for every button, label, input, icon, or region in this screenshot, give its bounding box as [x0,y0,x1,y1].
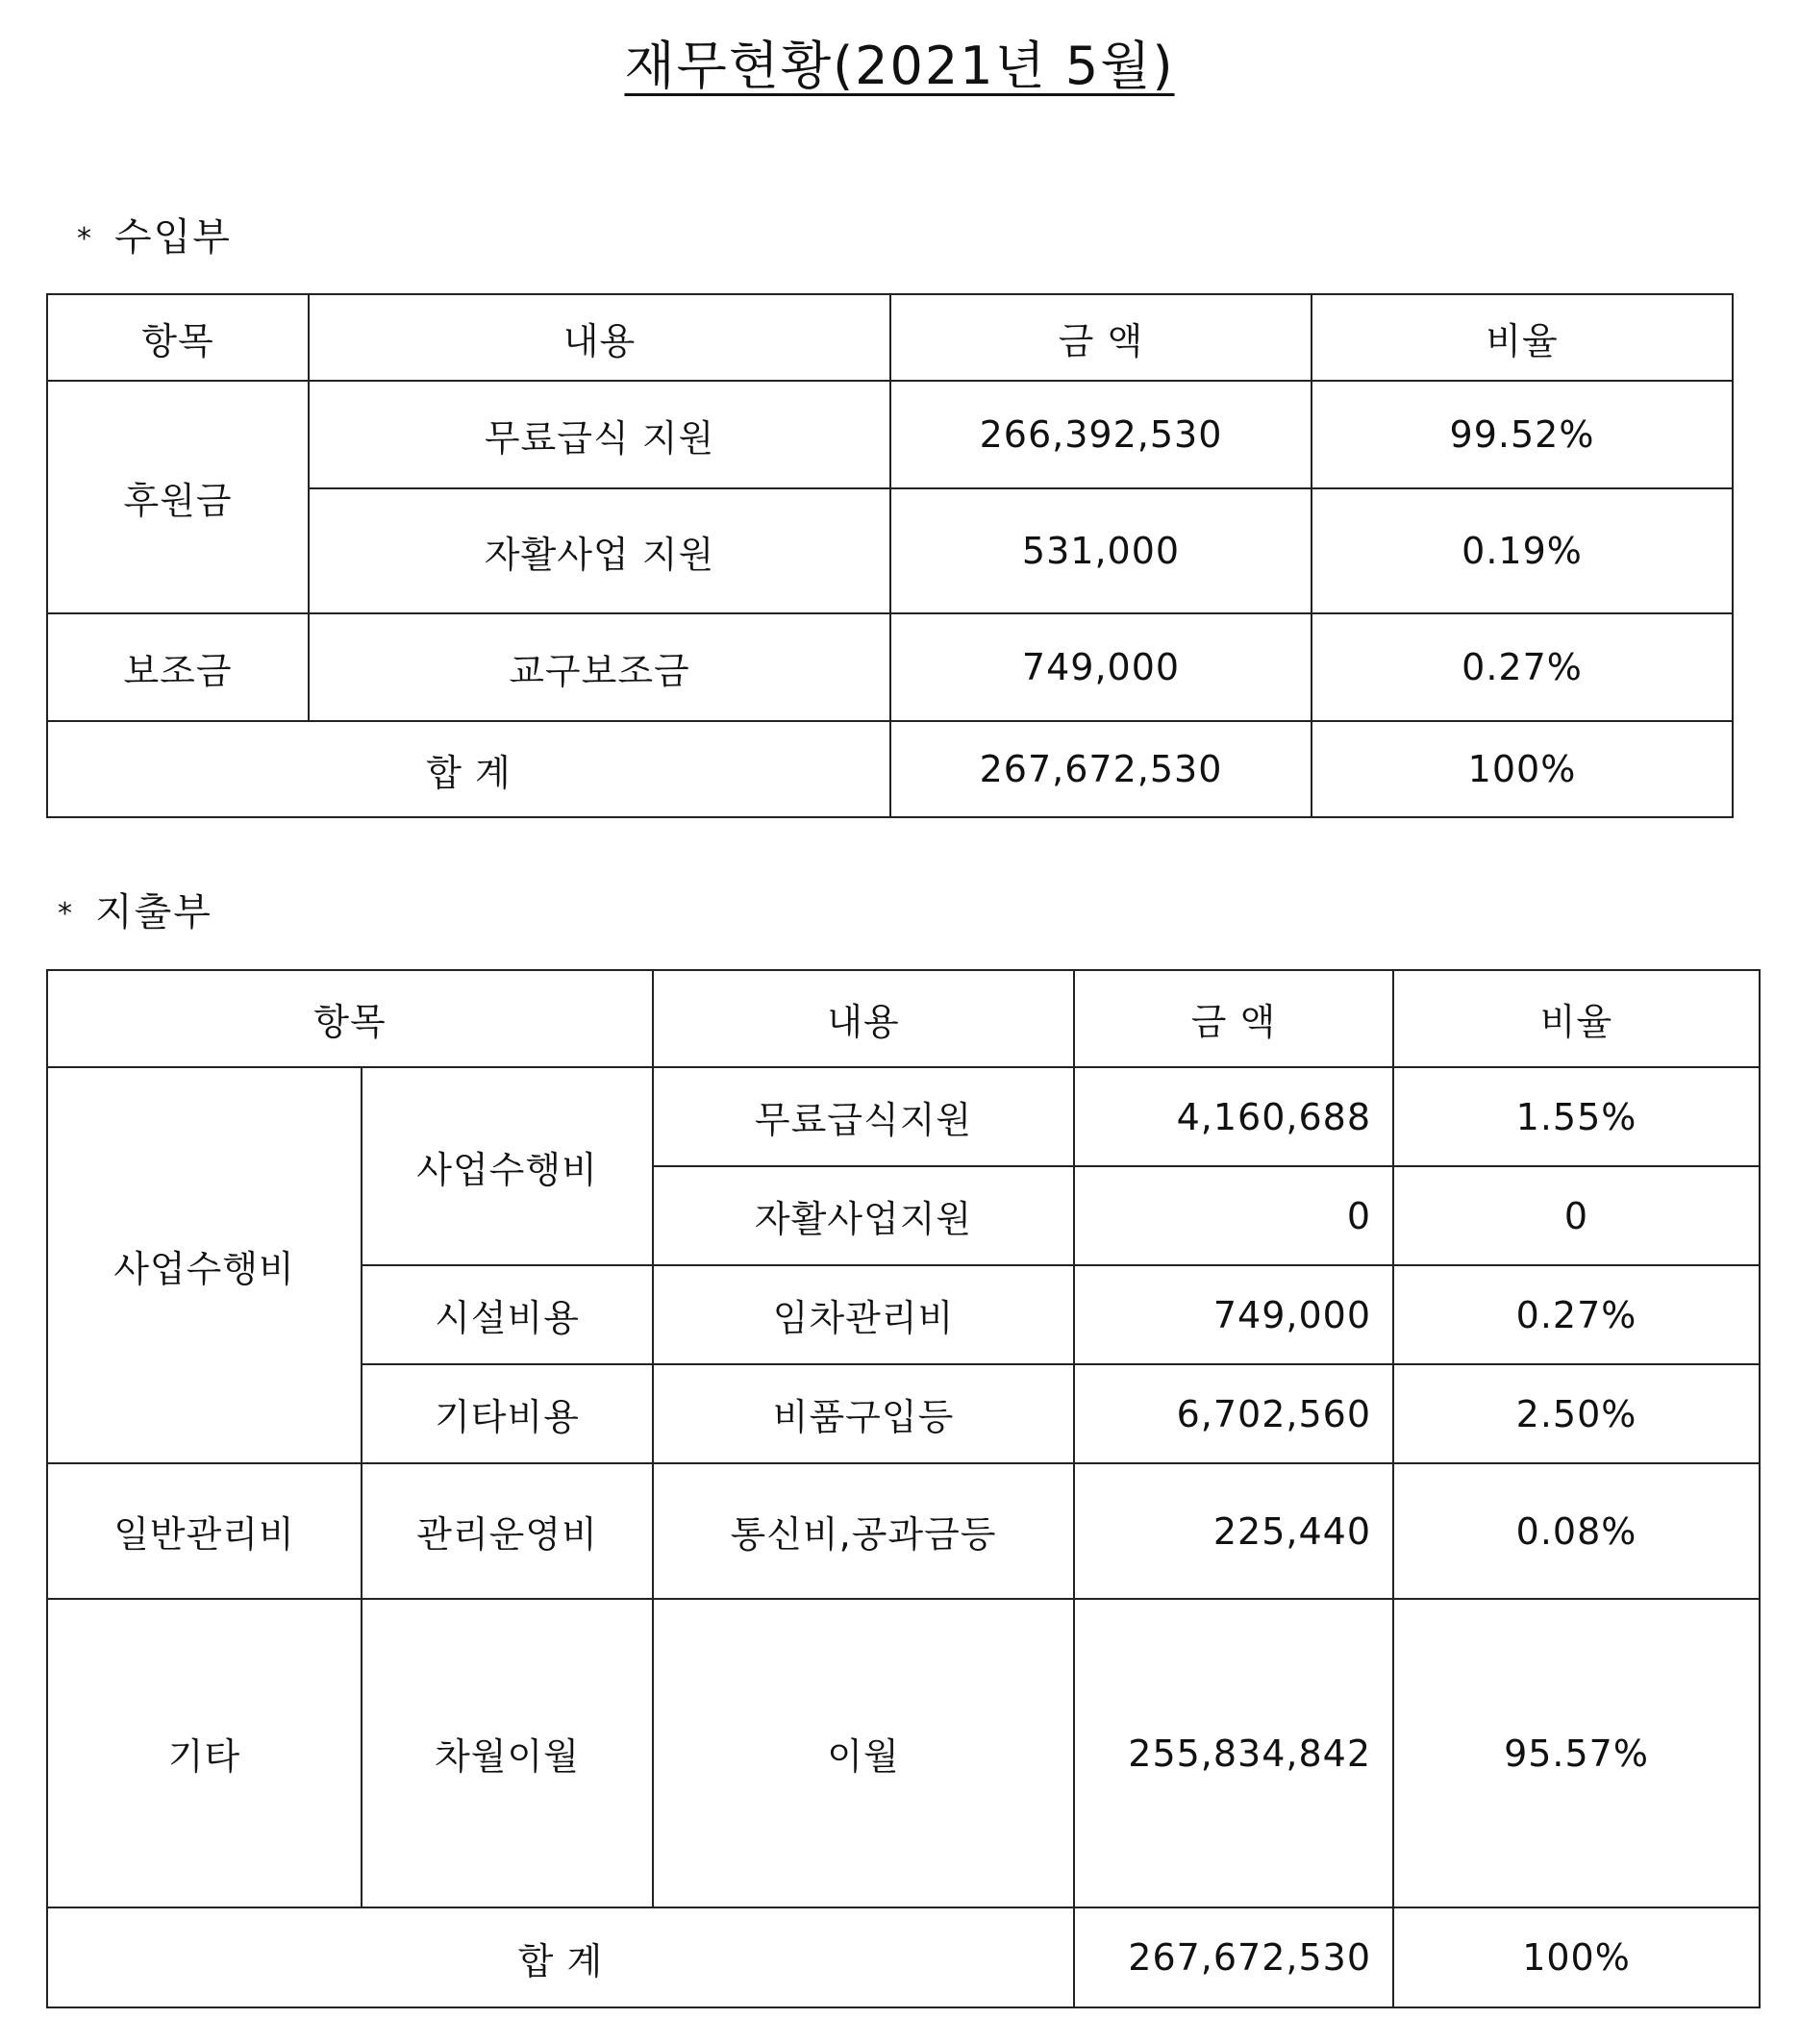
expense-category-general: 일반관리비 [47,1463,362,1599]
expense-subcategory-carryover: 차월이월 [362,1599,653,1907]
expense-header-item: 항목 [47,970,653,1067]
expense-ratio: 0 [1393,1166,1760,1265]
expense-amount: 6,702,560 [1074,1364,1393,1463]
expense-subcategory-business: 사업수행비 [362,1067,653,1265]
expense-subcategory-other-cost: 기타비용 [362,1364,653,1463]
income-amount: 749,000 [890,613,1312,721]
income-row [47,381,1733,488]
page-title [0,33,1799,100]
expense-subcategory-facility: 시설비용 [362,1265,653,1364]
expense-category-other: 기타 [47,1599,362,1907]
income-header-row [47,294,1733,381]
expense-category-business: 사업수행비 [47,1067,362,1463]
expense-header-amount: 금 액 [1074,970,1393,1067]
expense-total-label: 합 계 [47,1907,1074,2007]
expense-total-ratio: 100% [1393,1907,1760,2007]
income-amount: 531,000 [890,488,1312,613]
income-content: 무료급식 지원 [309,381,890,488]
page-title-text: 재무현황(2021년 5월) [624,36,1175,96]
expense-ratio: 2.50% [1393,1364,1760,1463]
expense-amount: 255,834,842 [1074,1599,1393,1907]
expense-header-row [47,970,1760,1067]
income-ratio: 99.52% [1312,381,1733,488]
income-ratio: 0.27% [1312,613,1733,721]
expense-ratio: 95.57% [1393,1599,1760,1907]
income-bullet: * [77,222,93,256]
income-row [47,613,1733,721]
expense-content: 임차관리비 [653,1265,1074,1364]
expense-section-label [58,888,212,938]
expense-bullet: * [58,897,74,931]
expense-subcategory-operation: 관리운영비 [362,1463,653,1599]
income-header-content: 내용 [309,294,890,381]
expense-header-content: 내용 [653,970,1074,1067]
expense-amount: 749,000 [1074,1265,1393,1364]
income-item-donation: 후원금 [47,381,309,613]
income-content: 교구보조금 [309,613,890,721]
income-header-ratio: 비율 [1312,294,1733,381]
expense-content: 통신비,공과금등 [653,1463,1074,1599]
income-section-label [77,213,232,263]
expense-ratio: 0.27% [1393,1265,1760,1364]
expense-total-row [47,1907,1760,2007]
expense-table [46,969,1761,2008]
expense-label-text: 지출부 [95,890,212,935]
income-ratio: 0.19% [1312,488,1733,613]
expense-row [47,1463,1760,1599]
income-header-item: 항목 [47,294,309,381]
expense-amount: 0 [1074,1166,1393,1265]
income-label-text: 수입부 [114,215,232,260]
income-header-amount: 금 액 [890,294,1312,381]
income-total-amount: 267,672,530 [890,721,1312,817]
expense-content: 비품구입등 [653,1364,1074,1463]
expense-ratio: 1.55% [1393,1067,1760,1166]
expense-amount: 4,160,688 [1074,1067,1393,1166]
income-amount: 266,392,530 [890,381,1312,488]
expense-content: 이월 [653,1599,1074,1907]
income-total-row [47,721,1733,817]
expense-content: 무료급식지원 [653,1067,1074,1166]
expense-content: 자활사업지원 [653,1166,1074,1265]
income-total-ratio: 100% [1312,721,1733,817]
expense-ratio: 0.08% [1393,1463,1760,1599]
income-total-label: 합 계 [47,721,890,817]
expense-header-ratio: 비율 [1393,970,1760,1067]
income-content: 자활사업 지원 [309,488,890,613]
expense-row [47,1067,1760,1166]
income-item-subsidy: 보조금 [47,613,309,721]
expense-total-amount: 267,672,530 [1074,1907,1393,2007]
expense-amount: 225,440 [1074,1463,1393,1599]
expense-row [47,1599,1760,1907]
income-table [46,293,1734,818]
